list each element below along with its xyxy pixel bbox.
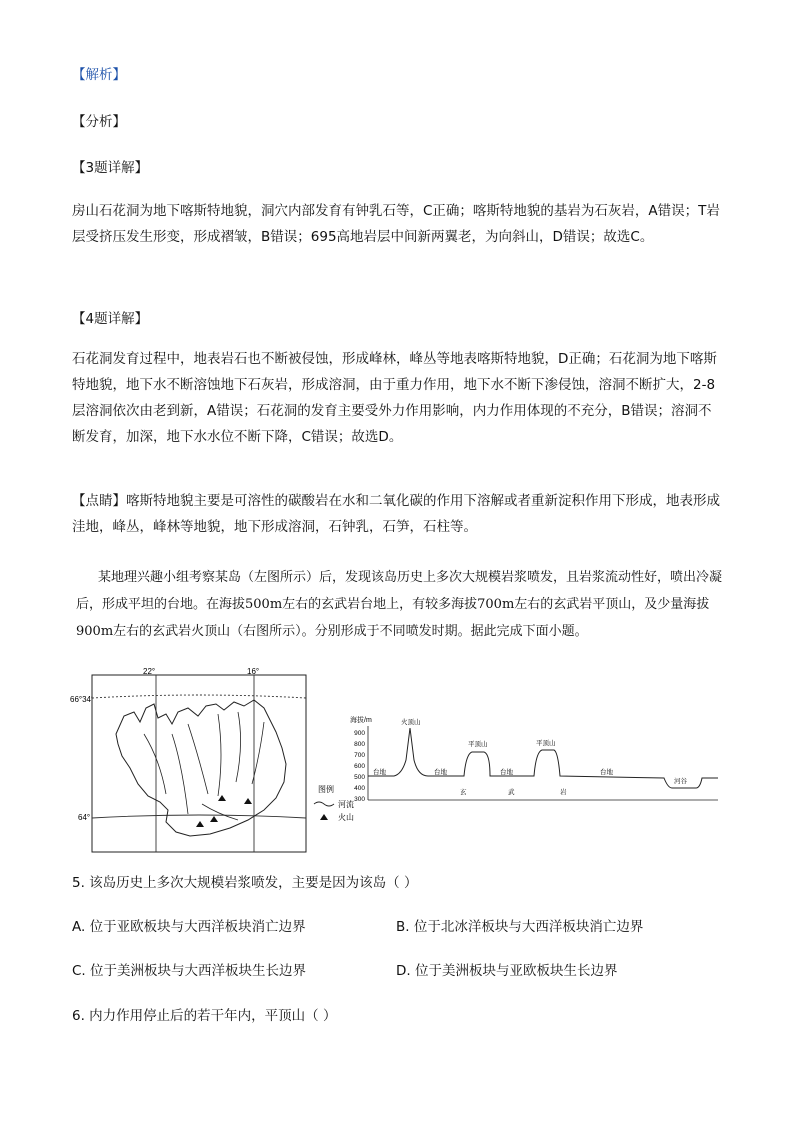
river (236, 712, 241, 782)
passage-text: 某地理兴趣小组考察某岛（左图所示）后，发现该岛历史上多次大规模岩浆喷发，且岩浆流动性好，喷出冷凝后，形成平坦的台地。在海拔500m左右的玄武岩台地上，有较多海拔700m左右的玄武岩平顶山，及少量海拔900m左右的玄武岩火顶山（右图所示）。分别形成于不同喷发时期。据此完成下面小题。 (76, 570, 723, 639)
label-plateau-3: 台地 (500, 769, 513, 776)
tick-600: 600 (354, 763, 365, 770)
legend-title: 图例 (318, 785, 334, 794)
volcano-icon (218, 795, 226, 801)
q3-title: 【3题详解】 (72, 160, 149, 176)
label-rock-3: 岩 (560, 789, 567, 796)
figure (68, 664, 728, 856)
volcano-icon (244, 798, 252, 804)
q5-option-d: D. 位于美洲板块与亚欧板块生长边界 (396, 963, 618, 979)
latitude-64 (92, 815, 306, 818)
analysis-heading: 【解析】 (72, 67, 126, 83)
label-rock-2: 武 (508, 789, 515, 796)
label-plateau-4: 台地 (600, 769, 613, 776)
legend-volcano-symbol (320, 814, 328, 820)
tick-400: 400 (354, 785, 365, 792)
key-points-text: 喀斯特地貌主要是可溶性的碳酸岩在水和二氧化碳的作用下溶解或者重新淀积作用下形成，地表形成洼地，峰丛，峰林等地貌，地下形成溶洞，石钟乳，石笋，石柱等。 (72, 493, 720, 535)
label-flat-top-1: 平顶山 (468, 741, 488, 748)
tick-300: 300 (354, 796, 365, 803)
tick-500: 500 (354, 774, 365, 781)
legend-volcano-label: 火山 (338, 813, 354, 822)
profile-ticks (354, 730, 365, 803)
lon-right-label: 16° (247, 667, 260, 676)
volcano-icon (196, 821, 204, 827)
river (144, 734, 166, 794)
arctic-circle (92, 695, 306, 698)
legend-river-label: 河流 (338, 800, 354, 809)
q5-option-a: A. 位于亚欧板块与大西洋板块消亡边界 (72, 919, 306, 935)
tick-900: 900 (354, 730, 365, 737)
river (218, 714, 221, 796)
terrain-profile (368, 728, 718, 788)
label-rock-1: 玄 (460, 789, 467, 796)
q4-title: 【4题详解】 (72, 311, 149, 327)
label-valley: 河谷 (674, 778, 687, 785)
key-points-label: 【点睛】 (72, 493, 126, 509)
q5-stem: 5. 该岛历史上多次大规模岩浆喷发，主要是因为该岛（ ） (72, 875, 418, 891)
key-points (72, 488, 722, 540)
label-plateau-1: 台地 (373, 769, 386, 776)
q5-option-c: C. 位于美洲板块与大西洋板块生长边界 (72, 963, 307, 979)
tick-800: 800 (354, 741, 365, 748)
q6-stem: 6. 内力作用停止后的若干年内，平顶山（ ） (72, 1008, 337, 1024)
lat-bottom-label: 64° (78, 813, 91, 822)
lat-top-label: 66°34′ (70, 695, 93, 704)
volcano-icon (210, 816, 218, 822)
lon-left-label: 22° (143, 667, 156, 676)
legend-river-symbol (314, 802, 334, 806)
profile-ylabel: 海拔/m (350, 717, 372, 724)
label-plateau-2: 台地 (434, 769, 447, 776)
river (172, 734, 188, 814)
q4-explanation: 石花洞发育过程中，地表岩石也不断被侵蚀，形成峰林，峰丛等地表喀斯特地貌，D正确；石花洞为地下喀斯特地貌，地下水不断溶蚀地下石灰岩，形成溶洞，由于重力作用，地下水不断下渗侵蚀，溶洞不断扩大，2-8层溶洞依次由老到新，A错误；石花洞的发育主要受外力作用影响，内力作用体现的不充分，B错误；溶洞不断发育，加深，地下水水位不断下降，C错误；故选D。 (72, 351, 717, 445)
label-flat-top-2: 平顶山 (536, 740, 556, 747)
tick-700: 700 (354, 752, 365, 759)
label-volcano-peak: 火顶山 (401, 719, 421, 726)
q3-explanation: 房山石花洞为地下喀斯特地貌，洞穴内部发育有钟乳石等，C正确；喀斯特地貌的基岩为石灰岩，A错误；T岩层受挤压发生形变，形成褶皱，B错误；695高地岩层中间新两翼老，为向斜山，D错误；故选C。 (72, 203, 720, 245)
river (188, 724, 208, 794)
river (202, 804, 238, 820)
fenxi-heading: 【分析】 (72, 114, 126, 130)
q5-option-b: B. 位于北冰洋板块与大西洋板块消亡边界 (396, 919, 644, 935)
